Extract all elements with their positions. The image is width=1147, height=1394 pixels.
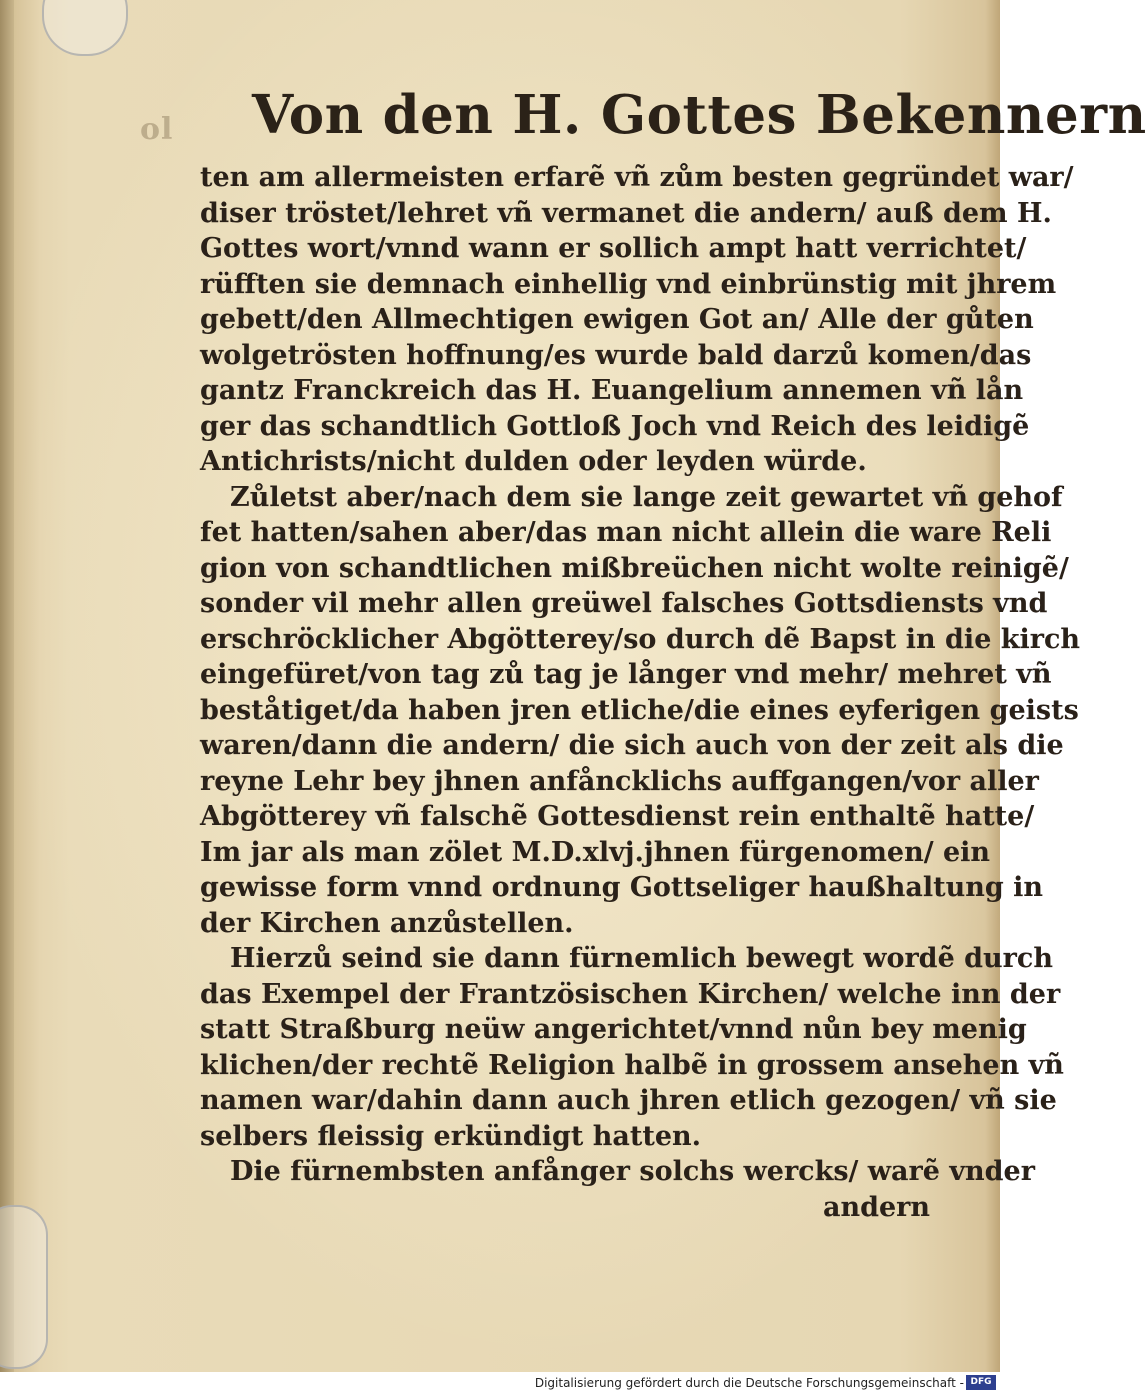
paper-clip-top: [42, 0, 128, 56]
text-line: sonder vil mehr allen greüwel falsches Gottsdiensts vnd: [200, 588, 1048, 619]
text-line: Im jar als man zölet M.D.xlvj.jhnen fürgenomen/ ein: [200, 836, 991, 868]
text-line: reyne Lehr bey jhnen anfåncklichs auffgangen/vor aller: [200, 765, 1039, 797]
text-line: namen war/dahin dann auch jhren etlich gezogen/ vñ sie: [200, 1085, 1057, 1116]
text-line: der Kirchen anzůstellen.: [200, 907, 574, 939]
text-line: klichen/der rechtẽ Religion halbẽ in grossem ansehen vñ: [200, 1049, 1064, 1081]
dfg-credit: Digitalisierung gefördert durch die Deutsche Forschungsgemeinschaft -: [534, 1376, 964, 1390]
text-line: Hierzů seind sie dann fürnemlich bewegt wordẽ durch: [230, 943, 1053, 974]
text-line: eingefüret/von tag zů tag je långer vnd mehr/ mehret vñ: [200, 659, 1052, 690]
paper-clip-bottom: [0, 1205, 48, 1369]
text-line: statt Straßburg neüw angerichtet/vnnd nůn bey menig: [200, 1014, 1027, 1045]
binding-edge: [0, 0, 14, 1372]
text-line: Antichrists/nicht dulden oder leyden würde.: [200, 446, 867, 477]
text-line: gebett/den Allmechtigen ewigen Got an/ Alle der gůten: [200, 304, 1034, 335]
text-line: Gottes wort/vnnd wann er sollich ampt hatt verrichtet/: [200, 233, 1027, 264]
text-line: Abgötterey vñ falschẽ Gottesdienst rein enthaltẽ hatte/: [200, 801, 1035, 832]
text-line: waren/dann die andern/ die sich auch von der zeit als die: [200, 730, 1064, 761]
text-line: Zůletst aber/nach dem sie lange zeit gewartet vñ gehof: [230, 481, 1063, 513]
running-headline: Von den H. Gottes Bekennern: [252, 84, 1147, 146]
text-line: gewisse form vnnd ordnung Gottseliger haußhaltung in: [200, 872, 1043, 903]
text-line: gion von schandtlichen mißbreüchen nicht wolte reinigẽ/: [200, 552, 1069, 584]
text-line: wolgetrösten hoffnung/es wurde bald darzů komen/das: [200, 339, 1032, 371]
body-text: [200, 160, 1081, 1225]
folio-ghost: ol: [140, 112, 174, 147]
text-line: andern: [822, 1191, 930, 1223]
text-line: das Exempel der Frantzösischen Kirchen/ welche inn der: [200, 978, 1061, 1010]
text-line: selbers fleissig erkündigt hatten.: [200, 1120, 702, 1152]
text-line: fet hatten/sahen aber/das man nicht allein die ware Reli: [200, 517, 1052, 548]
text-line: diser tröstet/lehret vñ vermanet die andern/ auß dem H.: [200, 197, 1052, 229]
text-line: ger das schandtlich Gottloß Joch vnd Reich des leidigẽ: [200, 410, 1030, 442]
text-line: rüfften sie demnach einhellig vnd einbrünstig mit jhrem: [200, 268, 1057, 300]
text-line: gantz Franckreich das H. Euangelium annemen vñ lån: [200, 375, 1024, 406]
text-line: erschröcklicher Abgötterey/so durch dẽ Bapst in die kirch: [200, 623, 1081, 655]
text-line: beståtiget/da haben jren etliche/die eines eyferigen geists: [200, 694, 1079, 726]
text-line: ten am allermeisten erfarẽ vñ zům besten gegründet war/: [200, 162, 1074, 193]
text-line: Die fürnembsten anfånger solchs wercks/ warẽ vnder: [230, 1156, 1035, 1187]
dfg-logo: DFG: [966, 1375, 996, 1390]
